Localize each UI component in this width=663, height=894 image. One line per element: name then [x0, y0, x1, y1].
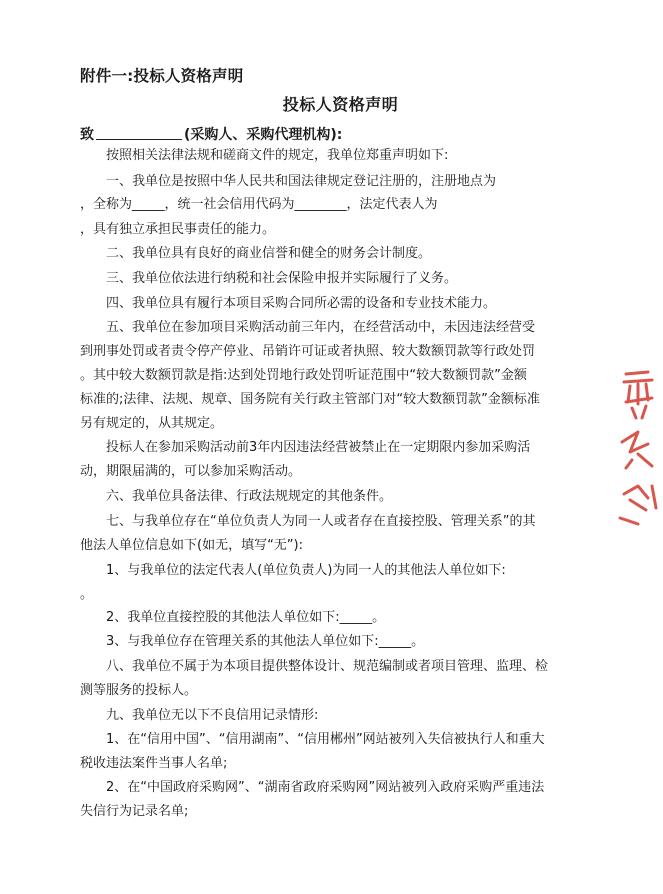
appendix-heading: 附件一:投标人资格声明: [80, 67, 244, 85]
clause-6-line: 六、我单位具备法律、行政法规规定的其他条件。: [106, 489, 393, 504]
clause-9-item-2: 2、在“中国政府采购网”、“湖南省政府采购网”网站被列入政府采购严重违法: [106, 780, 545, 795]
clause-8-line: 八、我单位不属于为本项目提供整体设计、规范编制或者项目管理、监理、检: [106, 659, 549, 674]
clause-7-item-1-end: 。: [80, 587, 94, 602]
clause-2-line: 二、我单位具有良好的商业信誉和健全的财务会计制度。: [106, 246, 432, 261]
addressee-prefix: 致: [80, 127, 94, 143]
clause-9-item-1: 税收违法案件当事人名单;: [80, 756, 228, 771]
clause-9-line: 九、我单位无以下不良信用记录情形:: [106, 708, 319, 723]
document-title: 投标人资格声明: [282, 95, 399, 114]
clause-3-line: 三、我单位依法进行纳税和社会保险申报并实际履行了义务。: [106, 271, 458, 286]
clause-5-line: 标准的;法律、法规、规章、国务院有关行政主管部门对“较大数额罚款”金额标准: [80, 392, 540, 407]
addressee-blank: [96, 125, 182, 140]
ban-note-line: 投标人在参加采购活动前3年内因违法经营被禁止在一定期限内参加采购活: [106, 440, 531, 455]
clause-5-line: 另有规定的，从其规定。: [80, 416, 224, 431]
clause-9-item-1: 1、在“信用中国”、“信用湖南”、“信用郴州”网站被列入失信被执行人和重大: [106, 732, 545, 747]
addressee-line: [80, 124, 342, 144]
clause-5-line: 五、我单位在参加项目采购活动前三年内，在经营活动中，未因违法经营受: [106, 320, 536, 335]
clause-1-line: ，具有独立承担民事责任的能力。: [80, 222, 276, 237]
addressee-suffix: (采购人、采购代理机构):: [184, 127, 343, 143]
clause-7-item-1: 1、与我单位的法定代表人(单位负责人)为同一人的其他法人单位如下:: [106, 563, 506, 578]
seal-stamp-fragment: [608, 368, 663, 528]
clause-5-line: 到刑事处罚或者责令停产停业、吊销许可证或者执照、较大数额罚款等行政处罚: [80, 344, 536, 359]
clause-5-line: 。其中较大数额罚款是指:达到处罚地行政处罚听证范围中“较大数额罚款”金额: [80, 368, 527, 383]
clause-1-line: 一、我单位是按照中华人民共和国法律规定登记注册的，注册地点为: [106, 174, 497, 189]
clause-7-item-2: 2、我单位直接控股的其他法人单位如下:_____。: [106, 610, 386, 625]
clause-7-item-3: 3、与我单位存在管理关系的其他法人单位如下:_____。: [106, 634, 425, 649]
ban-note-line: 动，期限届满的，可以参加采购活动。: [80, 464, 302, 479]
clause-1-line: ，全称为_____，统一社会信用代码为________，法定代表人为: [80, 197, 438, 212]
clause-8-line: 测等服务的投标人。: [80, 683, 198, 698]
clause-7-line: 他法人单位信息如下(如无，填写“无”):: [80, 538, 303, 553]
intro-line: 按照相关法律法规和磋商文件的规定，我单位郑重声明如下:: [106, 148, 449, 163]
clause-4-line: 四、我单位具有履行本项目采购合同所必需的设备和专业技术能力。: [106, 296, 497, 311]
clause-9-item-2: 失信行为记录名单;: [80, 804, 189, 819]
clause-7-line: 七、与我单位存在“单位负责人为同一人或者存在直接控股、管理关系”的其: [106, 514, 536, 529]
